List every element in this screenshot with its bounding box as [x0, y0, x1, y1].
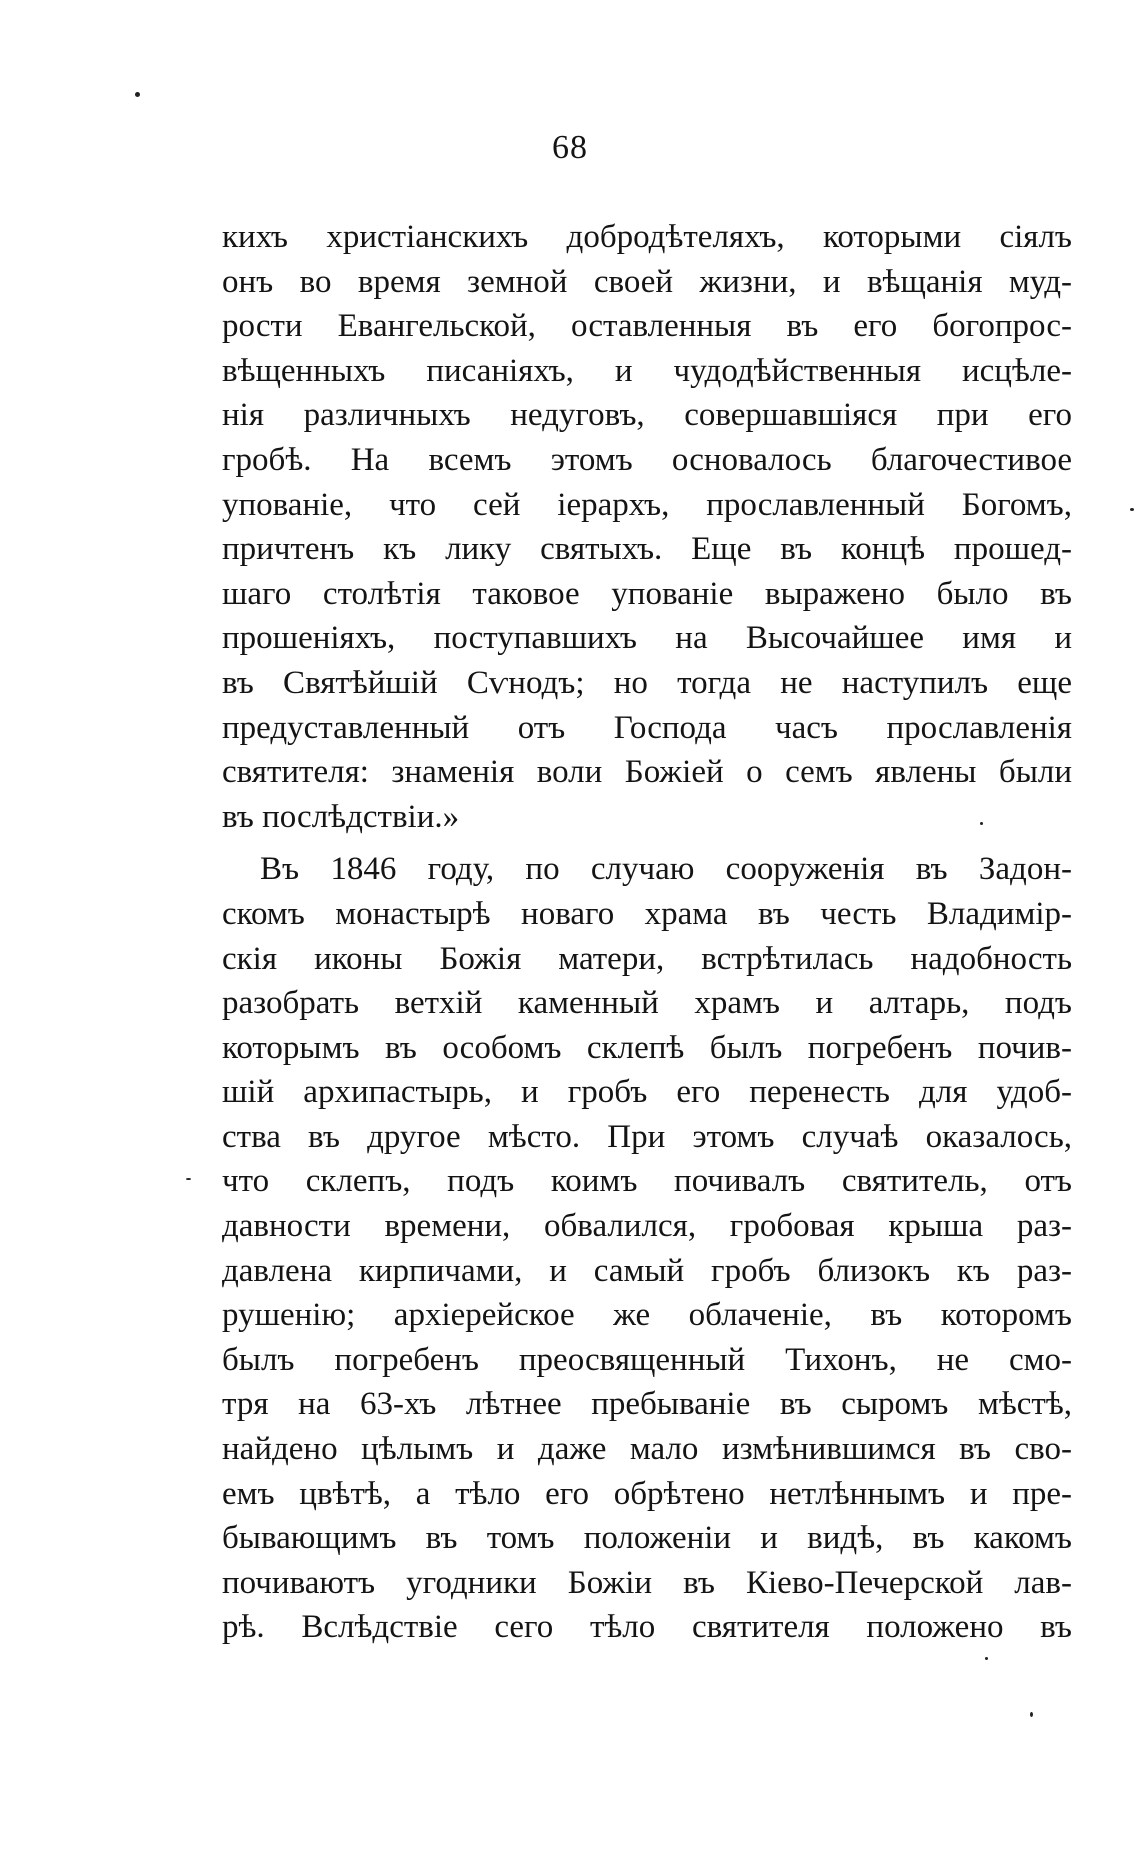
text-line: рѣ. Вслѣдствіе сего тѣло святителя положено въ [222, 1609, 1072, 1646]
text-line: онъ во время земной своей жизни, и вѣщанія муд- [222, 263, 1072, 300]
text-line: прошеніяхъ, поступавшихъ на Высочайшее имя и [222, 620, 1072, 657]
text-line: предуставленный отъ Господа часъ прославленія [222, 709, 1072, 746]
text-line: рушенію; архіерейское же облаченіе, въ которомъ [222, 1297, 1072, 1334]
text-line: въ послѣдствіи.» [222, 798, 460, 835]
text-line: скія иконы Божія матери, встрѣтилась надобность [222, 940, 1072, 977]
text-line: которымъ въ особомъ склепѣ былъ погребенъ почив- [222, 1029, 1072, 1066]
page-number: 68 [552, 129, 588, 166]
text-line: упованіе, что сей іерархъ, прославленный Богомъ, [222, 486, 1072, 523]
text-line: рости Евангельской, оставленныя въ его богопрос- [222, 308, 1072, 345]
text-line: Въ 1846 году, по случаю сооруженія въ Задон- [260, 851, 1072, 888]
text-line: гробѣ. На всемъ этомъ основалось благочестивое [222, 441, 1072, 478]
paragraph-2 [222, 847, 1072, 1650]
text-line: нія различныхъ недуговъ, совершавшіяся при его [222, 397, 1072, 434]
text-line: причтенъ къ лику святыхъ. Еще въ концѣ прошед- [222, 531, 1072, 568]
text-line: вѣщенныхъ писаніяхъ, и чудодѣйственныя исцѣле- [222, 352, 1072, 389]
text-line: шій архипастырь, и гробъ его перенесть для удоб- [222, 1074, 1072, 1111]
text-line: что склепъ, подъ коимъ почивалъ святитель, отъ [222, 1163, 1072, 1200]
scan-speck [980, 822, 983, 825]
scan-speck [135, 92, 140, 97]
text-line: разобрать ветхій каменный храмъ и алтарь, подъ [222, 985, 1072, 1022]
text-line: въ Святѣйшій Сѵнодъ; но тогда не наступилъ еще [222, 664, 1072, 701]
scan-speck [1130, 508, 1134, 511]
text-line: найдено цѣлымъ и даже мало измѣнившимся въ сво- [222, 1431, 1072, 1468]
text-line: почиваютъ угодники Божіи въ Кіево-Печерской лав- [222, 1564, 1072, 1601]
scan-speck [985, 1657, 988, 1660]
text-line: шаго столѣтія таковое упованіе выражено было въ [222, 575, 1072, 612]
text-line: давности времени, обвалился, гробовая крыша раз- [222, 1208, 1072, 1245]
text-line: святителя: знаменія воли Божіей о семъ явлены были [222, 754, 1072, 791]
text-line: былъ погребенъ преосвященный Тихонъ, не смо- [222, 1341, 1072, 1378]
text-line: ства въ другое мѣсто. При этомъ случаѣ оказалось, [222, 1118, 1072, 1155]
text-line: скомъ монастырѣ новаго храма въ честь Владимір- [222, 895, 1072, 932]
text-line: емъ цвѣтѣ, а тѣло его обрѣтено нетлѣннымъ и пре- [222, 1475, 1072, 1512]
paragraph-gap [222, 839, 1072, 847]
text-line: давлена кирпичами, и самый гробъ близокъ къ раз- [222, 1252, 1072, 1289]
text-line: кихъ христіанскихъ добродѣтеляхъ, которыми сіялъ [222, 219, 1072, 255]
text-line: тря на 63-хъ лѣтнее пребываніе въ сыромъ мѣстѣ, [222, 1386, 1072, 1423]
text-line: бывающимъ въ томъ положеніи и видѣ, въ какомъ [222, 1520, 1072, 1557]
scan-speck [186, 1178, 191, 1180]
scan-speck [1030, 1712, 1033, 1717]
paragraph-1 [222, 215, 1072, 839]
body-text [222, 215, 1072, 1650]
